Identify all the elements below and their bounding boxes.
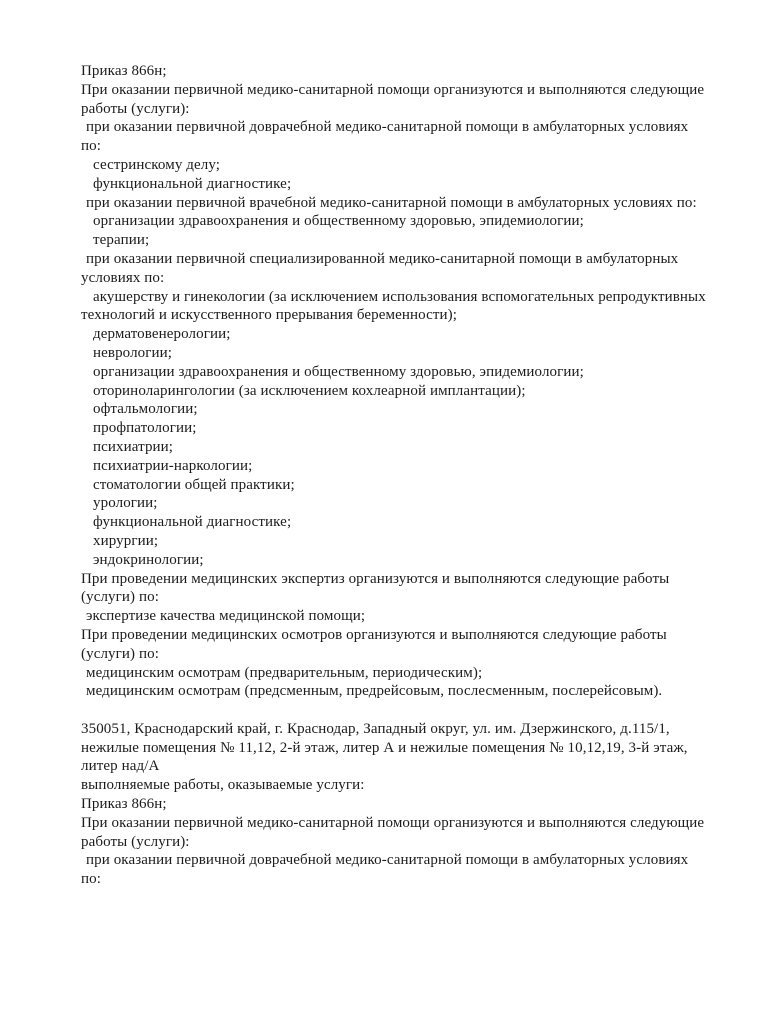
text-line: При проведении медицинских осмотров организуются и выполняются следующие работы xyxy=(81,626,667,643)
text-line: функциональной диагностике; xyxy=(93,514,292,531)
text-line: выполняемые работы, оказываемые услуги: xyxy=(81,777,365,794)
text-line: (услуги) по: xyxy=(81,645,159,662)
text-line: урологии; xyxy=(93,495,158,512)
text-line: 350051, Краснодарский край, г. Краснодар, Западный округ, ул. им. Дзержинского, д.115/1, xyxy=(81,720,670,737)
text-line: (услуги) по: xyxy=(81,589,159,606)
text-line: сестринскому делу; xyxy=(93,156,221,173)
text-line: терапии; xyxy=(93,232,150,249)
text-line: При оказании первичной медико-санитарной помощи организуются и выполняются следующие xyxy=(81,81,705,98)
text-line: эндокринологии; xyxy=(93,551,204,568)
text-line: организации здравоохранения и общественному здоровью, эпидемиологии; xyxy=(93,363,584,380)
text-line: работы (услуги): xyxy=(81,100,190,117)
text-line: при оказании первичной доврачебной медико-санитарной помощи в амбулаторных условиях xyxy=(86,119,689,136)
text-line: работы (услуги): xyxy=(81,833,190,850)
text-line: стоматологии общей практики; xyxy=(93,476,295,493)
text-line: нежилые помещения № 11,12, 2-й этаж, литер А и нежилые помещения № 10,12,19, 3-й этаж, xyxy=(81,739,688,756)
text-line: медицинским осмотрам (предварительным, периодическим); xyxy=(86,664,483,681)
text-line: дерматовенерологии; xyxy=(93,326,231,343)
text-line: по: xyxy=(81,138,101,155)
text-line: при оказании первичной специализированной медико-санитарной помощи в амбулаторных xyxy=(86,250,679,267)
text-line: неврологии; xyxy=(93,344,173,361)
text-line: при оказании первичной доврачебной медико-санитарной помощи в амбулаторных условиях xyxy=(86,852,689,869)
text-line: функциональной диагностике; xyxy=(93,175,292,192)
text-line: условиях по: xyxy=(81,269,165,286)
text-line: Приказ 866н; xyxy=(81,796,167,813)
text-line: профпатологии; xyxy=(93,420,197,437)
text-line: При проведении медицинских экспертиз организуются и выполняются следующие работы xyxy=(81,570,670,587)
text-line xyxy=(81,701,732,720)
text-line: Приказ 866н; xyxy=(81,63,167,79)
text-line: экспертизе качества медицинской помощи; xyxy=(86,608,366,625)
text-line: хирургии; xyxy=(93,532,159,549)
text-line: технологий и искусственного прерывания беременности); xyxy=(81,307,457,324)
text-line: медицинским осмотрам (предсменным, предрейсовым, послесменным, послерейсовым). xyxy=(86,683,663,700)
text-line: оториноларингологии (за исключением кохлеарной имплантации); xyxy=(93,382,526,399)
text-line: при оказании первичной врачебной медико-санитарной помощи в амбулаторных условиях по: xyxy=(86,194,697,211)
text-line: по: xyxy=(81,871,101,888)
text-line: психиатрии-наркологии; xyxy=(93,457,253,474)
text-line: акушерству и гинекологии (за исключением использования вспомогательных репродуктивных xyxy=(93,288,706,305)
document-body xyxy=(81,62,732,889)
text-line: литер над/А xyxy=(81,758,160,775)
text-line: психиатрии; xyxy=(93,438,174,455)
text-line: офтальмологии; xyxy=(93,401,198,418)
text-line: При оказании первичной медико-санитарной помощи организуются и выполняются следующие xyxy=(81,814,705,831)
text-line: организации здравоохранения и общественному здоровью, эпидемиологии; xyxy=(93,213,584,230)
